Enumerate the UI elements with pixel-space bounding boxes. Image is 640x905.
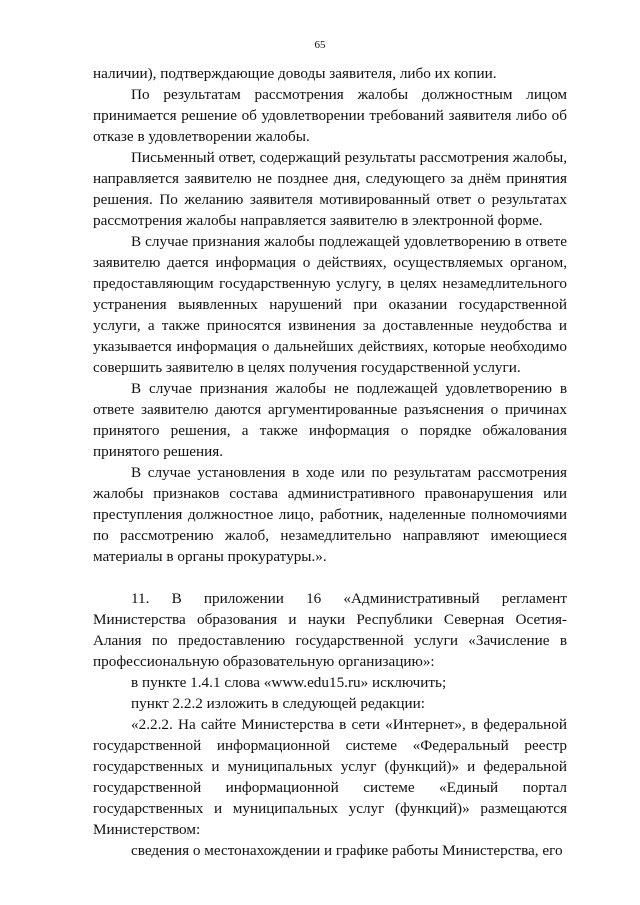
paragraph-item-1-4-1: в пункте 1.4.1 слова «www.edu15.ru» исключить; <box>131 674 447 691</box>
paragraph-complaint-decision: По результатам рассмотрения жалобы должностным лицом принимается решение об удовлетворении требований заявителя либо об отказе в удовлетворении жалобы. <box>93 86 567 145</box>
paragraph-item-2-2-2-intro: пункт 2.2.2 изложить в следующей редакции: <box>131 695 425 712</box>
paragraph-complaint-satisfied: В случае признания жалобы подлежащей удовлетворению в ответе заявителю дается информация о действиях, осуществляемых органом, предоставляющим государственную услугу, в целях незамедлительного устранения выявленных нарушений при оказании государственной услуги, а также приносятся извинения за доставленные неудобства и указывается информация о дальнейших действиях, которые необходимо совершить заявителю в целях получения государственной услуги. <box>93 233 567 376</box>
paragraph-complaint-rejected: В случае признания жалобы не подлежащей удовлетворению в ответе заявителю даются аргументированные разъяснения о причинах принятого решения, а также информация о порядке обжалования принятого решения. <box>93 380 567 460</box>
paragraph-item-2-2-2: «2.2.2. На сайте Министерства в сети «Интернет», в федеральной государственной информационной системе «Федеральный реестр государственных и муниципальных услуг (функций)» и федеральной государственной информационной системе «Единый портал государственных и муниципальных услуг (функций)» размещаются Министерством: <box>93 716 567 838</box>
paragraph-item-11: 11. В приложении 16 «Административный регламент Министерства образования и науки Республики Северная Осетия-Алания по предоставлению государственной услуги «Зачисление в профессиональную образовательную организацию»: <box>93 590 567 670</box>
page-number: 65 <box>314 39 326 51</box>
paragraph-continuation: наличии), подтверждающие доводы заявителя, либо их копии. <box>93 65 497 82</box>
paragraph-written-response: Письменный ответ, содержащий результаты рассмотрения жалобы, направляется заявителю не позднее дня, следующего за днём принятия решения. По желанию заявителя мотивированный ответ о результатах рассмотрения жалобы направляется заявителю в электронной форме. <box>93 149 567 229</box>
paragraph-prosecution: В случае установления в ходе или по результатам рассмотрения жалобы признаков состава административного правонарушения или преступления должностное лицо, работник, наделенные полномочиями по рассмотрению жалоб, незамедлительно направляют имеющиеся материалы в органы прокуратуры.». <box>93 464 567 565</box>
document-body <box>93 63 567 861</box>
paragraph-location-info: сведения о местонахождении и графике работы Министерства, его <box>131 842 563 859</box>
